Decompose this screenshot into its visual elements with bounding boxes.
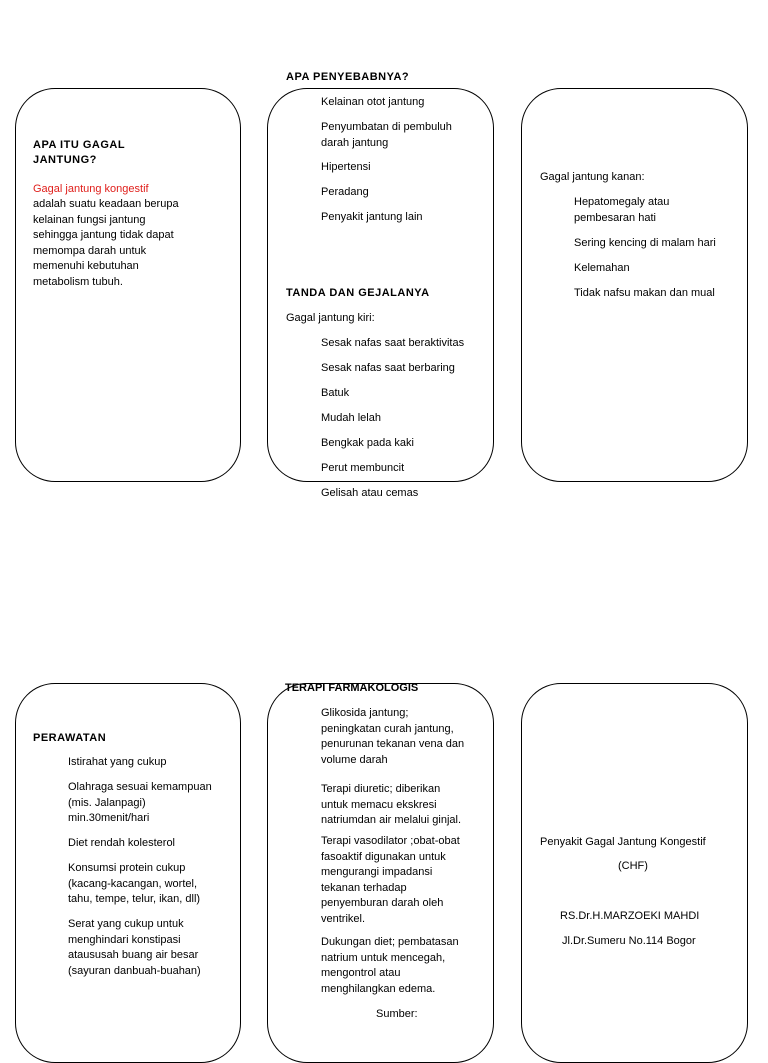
panel-1-highlight: Gagal jantung kongestif <box>33 183 149 195</box>
care-item: tahu, tempe, telur, ikan, dll) <box>68 893 201 905</box>
sign-item: Sesak nafas saat berbaring <box>321 362 455 374</box>
therapy-item: tekanan terhadap <box>321 881 407 894</box>
cause-item: Kelainan otot jantung <box>321 96 425 108</box>
body-line: memenuhi kebutuhan <box>33 260 139 272</box>
panel-1-heading-line1: APA ITU GAGAL <box>33 139 126 151</box>
left-heart-label: Gagal jantung kiri: <box>286 312 375 324</box>
therapy-item: volume darah <box>321 753 388 766</box>
care-item: ataususah buang air besar <box>68 949 199 961</box>
care-item: menghindari konstipasi <box>68 933 181 946</box>
sign-item: Gelisah atau cemas <box>321 487 419 499</box>
cause-item: Peradang <box>321 186 369 198</box>
therapy-item: natrium untuk mencegah, <box>321 951 446 964</box>
therapy-item: Terapi vasodilator ;obat-obat <box>321 835 460 847</box>
hospital-address: Jl.Dr.Sumeru No.114 Bogor <box>562 935 696 947</box>
therapy-item: Dukungan diet; pembatasan <box>321 936 459 948</box>
body-line: kelainan fungsi jantung <box>33 213 146 226</box>
sign-item: Kelemahan <box>574 262 630 274</box>
brochure-title: Penyakit Gagal Jantung Kongestif <box>540 836 706 848</box>
cause-item: Penyakit jantung lain <box>321 211 423 223</box>
therapy-item: penyemburan darah oleh <box>321 897 444 909</box>
therapy-item: Glikosida jantung; <box>321 707 409 719</box>
panel-1-heading-line2: JANTUNG? <box>33 154 97 166</box>
sign-item: pembesaran hati <box>574 211 656 224</box>
care-title: PERAWATAN <box>33 732 107 744</box>
therapy-item: mengurangi impadansi <box>321 866 433 878</box>
care-item: Olahraga sesuai kemampuan <box>68 781 212 793</box>
therapy-item: ventrikel. <box>321 912 366 925</box>
care-item: Istirahat yang cukup <box>68 756 167 768</box>
therapy-item: mengontrol atau <box>321 967 401 979</box>
sign-item: Sesak nafas saat beraktivitas <box>321 337 465 349</box>
sign-item: Tidak nafsu makan dan mual <box>574 287 715 299</box>
sign-item: Mudah lelah <box>321 412 381 424</box>
body-line: sehingga jantung tidak dapat <box>33 229 174 241</box>
sign-item: Sering kencing di malam hari <box>574 237 716 249</box>
sign-item: Bengkak pada kaki <box>321 437 414 449</box>
care-item: Diet rendah kolesterol <box>68 837 176 849</box>
body-line: memompa darah untuk <box>33 244 147 257</box>
care-item: (mis. Jalanpagi) <box>68 796 146 809</box>
body-line: metabolism tubuh. <box>33 275 123 288</box>
care-item: (kacang-kacangan, wortel, <box>68 877 198 890</box>
care-item: Serat yang cukup untuk <box>68 918 184 930</box>
therapy-item: natriumdan air melalui ginjal. <box>321 814 462 826</box>
cause-item: Penyumbatan di pembuluh <box>321 121 452 133</box>
signs-title: TANDA DAN GEJALANYA <box>286 287 430 299</box>
therapy-item: fasoaktif digunakan untuk <box>321 850 446 863</box>
therapy-item: untuk memacu ekskresi <box>321 798 437 811</box>
therapy-item: Terapi diuretic; diberikan <box>321 783 441 795</box>
therapy-item: peningkatan curah jantung, <box>321 722 454 735</box>
source-label: Sumber: <box>376 1008 418 1020</box>
care-item: Konsumsi protein cukup <box>68 862 186 874</box>
sign-item: Perut membuncit <box>321 462 405 474</box>
sign-item: Batuk <box>321 387 350 399</box>
hospital-name: RS.Dr.H.MARZOEKI MAHDI <box>560 910 700 922</box>
right-heart-label: Gagal jantung kanan: <box>540 171 645 183</box>
cause-item: Hipertensi <box>321 161 371 173</box>
therapy-item: penurunan tekanan vena dan <box>321 738 465 750</box>
therapy-title: TERAPI FARMAKOLOGIS <box>285 682 419 694</box>
sign-item: Hepatomegaly atau <box>574 196 670 208</box>
causes-title: APA PENYEBABNYA? <box>286 71 410 83</box>
body-line: adalah suatu keadaan berupa <box>33 198 179 210</box>
panel-3-frame <box>521 88 748 482</box>
care-item: (sayuran danbuah-buahan) <box>68 964 201 977</box>
therapy-item: menghilangkan edema. <box>321 982 436 995</box>
care-item: min.30menit/hari <box>68 812 150 824</box>
cause-item: darah jantung <box>321 136 389 149</box>
brochure-abbr: (CHF) <box>618 860 648 872</box>
